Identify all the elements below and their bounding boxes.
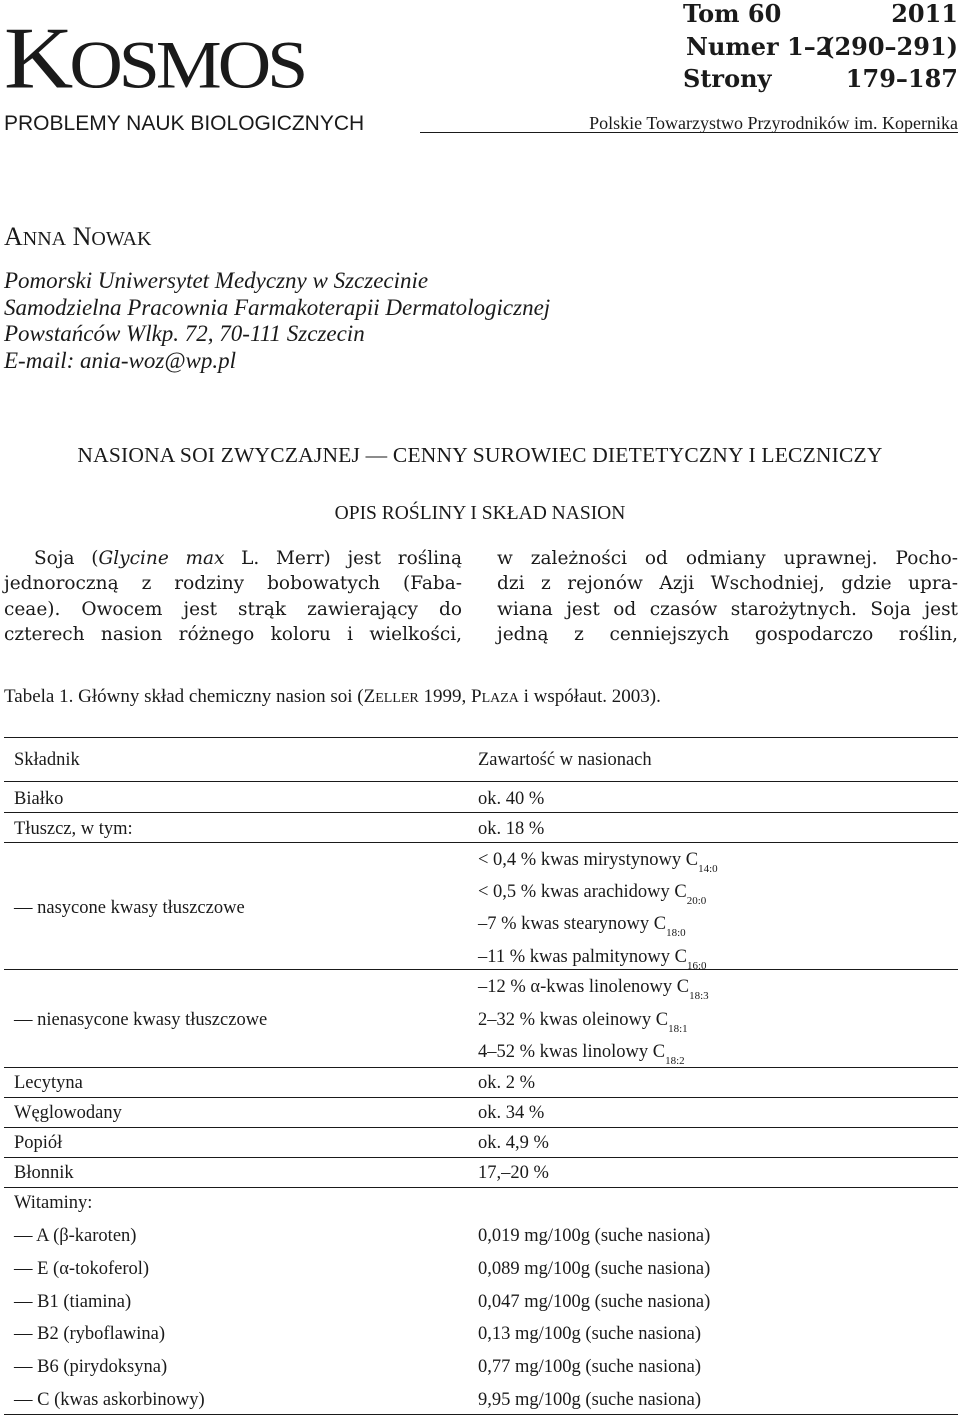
fatty-acid-sub: 16:0 xyxy=(686,960,707,972)
table-cell-name: Witaminy: xyxy=(14,1193,93,1213)
table-cell-value: 0,13 mg/100g (suche nasiona) xyxy=(478,1324,701,1344)
table-rule xyxy=(4,1187,958,1188)
citation-rest: LAZA xyxy=(481,691,519,706)
table-rule xyxy=(4,969,958,970)
author-name xyxy=(4,222,151,254)
fatty-acid-text: < 0,5 % kwas arachidowy C xyxy=(478,882,687,902)
table-cell-name: — B6 (pirydoksyna) xyxy=(14,1357,168,1377)
fatty-acid-item xyxy=(478,1040,685,1067)
table-cell-name: Lecytyna xyxy=(14,1073,83,1093)
affiliation-line: Samodzielna Pracownia Farmakoterapii Dermatologicznej xyxy=(4,294,551,320)
table-cell-value: ok. 18 % xyxy=(478,819,545,839)
table-cell-value: 0,019 mg/100g (suche nasiona) xyxy=(478,1226,711,1246)
fatty-acid-item xyxy=(478,1008,688,1035)
fatty-acid-sub: 18:2 xyxy=(665,1055,685,1067)
society-name: Polskie Towarzystwo Przyrodników im. Kopernika xyxy=(589,113,958,133)
table-header-content: Zawartość w nasionach xyxy=(478,750,652,770)
table-cell-name: — B1 (tiamina) xyxy=(14,1292,132,1312)
caption-text: i współaut. 2003). xyxy=(518,686,661,707)
fatty-acid-item xyxy=(478,912,686,939)
table-cell-value: ok. 40 % xyxy=(478,789,545,809)
body-line: czterech nasion różnego koloru i wielkości, xyxy=(4,623,462,645)
author-last-rest: OWAK xyxy=(91,228,152,250)
body-line: jedną z cenniejszych gospodarczo roślin, xyxy=(497,623,958,645)
fatty-acid-text: < 0,4 % kwas mirystynowy C xyxy=(478,850,699,870)
affiliation-line: Powstańców Wlkp. 72, 70-111 Szczecin xyxy=(4,321,365,346)
table-cell-name: — C (kwas askorbinowy) xyxy=(14,1390,205,1410)
logo-initial: K xyxy=(4,8,70,107)
table-cell-value: 9,95 mg/100g (suche nasiona) xyxy=(478,1390,701,1410)
fatty-acid-item xyxy=(478,880,707,907)
author-last-initial: N xyxy=(72,222,92,251)
body-line: wiana jest od czasów starożytnych. Soja jest xyxy=(497,598,958,620)
body-column-left xyxy=(4,546,462,647)
issue-value: (290–291) xyxy=(823,32,958,61)
issue-label: Numer 1–2 xyxy=(686,32,833,61)
body-line: dzi z rejonów Azji Wschodniej, gdzie upra- xyxy=(497,573,958,595)
body-line: ceae). Owocem jest strąk zawierający do xyxy=(4,598,462,620)
fatty-acid-text: 4–52 % kwas linolowy C xyxy=(478,1042,666,1062)
table-rule xyxy=(4,842,958,843)
fatty-acid-text: –7 % kwas stearynowy C xyxy=(478,914,667,934)
table-cell-name: Węglowodany xyxy=(14,1103,122,1123)
fatty-acid-text: –11 % kwas palmitynowy C xyxy=(478,947,687,967)
species-name: Glycine max xyxy=(98,548,225,569)
affiliation xyxy=(4,268,550,374)
table-cell-value: 0,047 mg/100g (suche nasiona) xyxy=(478,1292,711,1312)
fatty-acid-sub: 18:1 xyxy=(668,1023,688,1035)
table-cell-name: — nienasycone kwasy tłuszczowe xyxy=(14,1010,268,1030)
table-rule xyxy=(4,1414,958,1415)
fatty-acid-text: 2–32 % kwas oleinowy C xyxy=(478,1010,669,1030)
table-cell-value: ok. 2 % xyxy=(478,1073,536,1093)
fatty-acid-sub: 20:0 xyxy=(686,895,707,907)
table-cell-value: 0,77 mg/100g (suche nasiona) xyxy=(478,1357,701,1377)
table-rule xyxy=(4,812,958,813)
table-rule xyxy=(4,1067,958,1068)
table-cell-value: 17,–20 % xyxy=(478,1163,549,1183)
author-first-initial: A xyxy=(4,222,23,251)
body-text: Soja ( xyxy=(34,548,99,569)
table-cell-name: — B2 (ryboflawina) xyxy=(14,1324,166,1344)
pages-label: Strony xyxy=(683,64,772,93)
fatty-acid-text: –12 % α-kwas linolenowy C xyxy=(478,977,690,997)
year: 2011 xyxy=(891,0,958,28)
table-rule xyxy=(4,1127,958,1128)
table-rule xyxy=(4,1097,958,1098)
table-cell-value: ok. 34 % xyxy=(478,1103,545,1123)
journal-subtitle: PROBLEMY NAUK BIOLOGICZNYCH xyxy=(4,112,365,135)
fatty-acid-sub: 18:0 xyxy=(666,927,686,939)
logo-rest: OSMOS xyxy=(69,27,305,104)
citation-initial: P xyxy=(471,686,482,707)
author-first-rest: NNA xyxy=(22,228,67,250)
table-cell-name: Białko xyxy=(14,789,64,809)
fatty-acid-sub: 14:0 xyxy=(698,863,718,875)
fatty-acid-item xyxy=(478,975,709,1002)
citation-initial: Z xyxy=(363,686,376,707)
caption-text: 1999, xyxy=(418,686,471,707)
citation-rest: ELLER xyxy=(375,691,419,706)
table-header-component: Składnik xyxy=(14,750,80,770)
table-rule xyxy=(4,781,958,782)
affiliation-line: Pomorski Uniwersytet Medyczny w Szczecinie xyxy=(4,268,429,293)
section-heading: OPIS ROŚLINY I SKŁAD NASION xyxy=(334,503,626,524)
fatty-acid-sub: 18:3 xyxy=(689,990,709,1002)
body-line xyxy=(4,546,462,571)
body-line: w zależności od odmiany uprawnej. Pocho- xyxy=(497,548,958,569)
table-cell-name: — A (β-karoten) xyxy=(14,1226,137,1246)
table-rule xyxy=(4,1157,958,1158)
table-cell-name: Popiół xyxy=(14,1133,63,1153)
body-line: jednoroczną z rodziny bobowatych (Faba- xyxy=(4,573,462,595)
table-cell-name: — nasycone kwasy tłuszczowe xyxy=(14,898,245,918)
table-caption xyxy=(4,684,661,712)
fatty-acid-item xyxy=(478,945,707,972)
pages-value: 179–187 xyxy=(845,64,958,93)
body-column-right xyxy=(497,546,958,647)
table-cell-name: — E (α-tokoferol) xyxy=(14,1259,150,1279)
body-text: L. Merr) jest rośliną xyxy=(224,548,462,569)
table-cell-name: Błonnik xyxy=(14,1163,74,1183)
journal-logo xyxy=(4,8,305,110)
caption-text: Tabela 1. Główny skład chemiczny nasion soi ( xyxy=(4,686,364,707)
fatty-acid-item xyxy=(478,848,718,875)
table-rule xyxy=(4,737,958,738)
table-cell-value: 0,089 mg/100g (suche nasiona) xyxy=(478,1259,711,1279)
table-cell-value: ok. 4,9 % xyxy=(478,1133,549,1153)
article-title: NASIONA SOI ZWYCZAJNEJ — CENNY SUROWIEC DIETETYCZNY I LECZNICZY xyxy=(77,443,883,467)
table-cell-name: Tłuszcz, w tym: xyxy=(14,819,133,839)
volume-label: Tom 60 xyxy=(683,0,782,28)
affiliation-email: E-mail: ania-woz@wp.pl xyxy=(4,347,236,373)
